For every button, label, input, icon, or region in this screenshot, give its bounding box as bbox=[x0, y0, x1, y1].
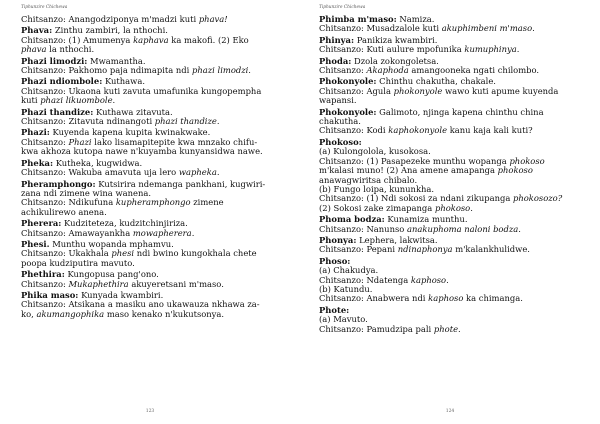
example-word: Akaphoda bbox=[366, 65, 409, 76]
dictionary-entry bbox=[319, 57, 582, 76]
entry-text: m'kalasi muno! (2) Ana amene amapanga bbox=[319, 165, 498, 176]
entry-text: . bbox=[112, 95, 116, 106]
entry-line bbox=[21, 15, 282, 24]
headword: Phazi limodzi: bbox=[21, 55, 88, 66]
entry-text: achikulirewo anena. bbox=[21, 206, 107, 217]
entry-list-right bbox=[319, 15, 582, 334]
entry-text: la nthochi. bbox=[46, 44, 95, 55]
entry-text: Chitsanzo: Kodi bbox=[319, 125, 389, 136]
dictionary-entry bbox=[319, 215, 582, 234]
entry-text: Chitsanzo: Ndikufuna bbox=[21, 197, 116, 208]
entry-line bbox=[21, 229, 282, 238]
headword: Phazi ndiombole: bbox=[21, 76, 103, 87]
example-word: phokoso bbox=[509, 155, 545, 166]
entry-text: . bbox=[470, 202, 473, 213]
entry-text: Chitsanzo: Anabwera ndi bbox=[319, 293, 429, 304]
headword: Phokonyole: bbox=[319, 76, 377, 87]
headword: Phoma bodza: bbox=[319, 214, 385, 225]
entry-line bbox=[21, 45, 282, 54]
entry-text: Chitsanzo: Agula bbox=[319, 85, 394, 96]
entry-text: Kuthawa. bbox=[102, 76, 146, 87]
dictionary-entry bbox=[21, 108, 282, 127]
entry-text: Chitsanzo: Atsikana a masiku ano ukawauza nkhawa za- bbox=[21, 299, 260, 310]
entry-line bbox=[319, 45, 582, 54]
example-word: phokoso bbox=[497, 165, 533, 176]
dictionary-entry bbox=[21, 180, 282, 218]
entry-text: Chitsanzo: bbox=[21, 278, 69, 289]
example-word: wapheka bbox=[178, 167, 217, 178]
entry-line bbox=[21, 117, 282, 126]
entry-line bbox=[319, 126, 582, 135]
entry-text: wawo kuti apume kuyenda bbox=[442, 85, 559, 96]
headword: Phoda: bbox=[319, 55, 352, 66]
entry-text: Kutheka, kugwidwa. bbox=[53, 157, 143, 168]
entry-line bbox=[21, 280, 282, 289]
entry-text: Chitsanzo: Zitavuta ndinangoti bbox=[21, 116, 155, 127]
entry-text: Dzola zokongoletsa. bbox=[351, 55, 439, 66]
example-word: kumuphinya bbox=[464, 44, 517, 55]
dictionary-entry bbox=[319, 108, 582, 136]
entry-line bbox=[319, 325, 582, 334]
entry-line bbox=[21, 208, 282, 217]
dictionary-entry bbox=[21, 291, 282, 319]
entry-text: Panikiza kwambiri. bbox=[354, 34, 438, 45]
example-word: phokonyole bbox=[393, 85, 443, 96]
entry-text: (2) Sokosi zake zimapanga bbox=[319, 202, 435, 213]
entry-line bbox=[319, 294, 582, 303]
entry-text: Namiza. bbox=[396, 14, 435, 24]
example-word: phazi thandize. bbox=[154, 116, 220, 127]
entry-text: lako lisamapitepite kwa mnzako chifu- bbox=[91, 136, 258, 147]
dictionary-entry bbox=[21, 57, 282, 76]
headword: Phonya: bbox=[319, 234, 357, 245]
entry-text: Chinthu chakutha, chakale. bbox=[376, 76, 496, 87]
entry-text: . bbox=[446, 274, 449, 285]
entry-text: Munthu wopanda mphamvu. bbox=[49, 238, 174, 249]
example-word: phazi limodzi. bbox=[192, 65, 251, 76]
example-word: kaphoso bbox=[410, 274, 447, 285]
entry-text: m'kalankhulidwe. bbox=[452, 244, 530, 255]
headword: Phote: bbox=[319, 304, 350, 315]
entry-text: Chitsanzo: Musadzalole kuti bbox=[319, 23, 442, 34]
entry-text: Chitsanzo: (1) Pasapezeke munthu wopanga bbox=[319, 155, 510, 166]
example-word: phazi likuombole bbox=[40, 95, 113, 106]
entry-text: (a) Mavuto. bbox=[319, 314, 368, 325]
headword: Pheramphongo: bbox=[21, 178, 96, 189]
entry-text: ka chimanga. bbox=[463, 293, 523, 304]
entry-text: Chitsanzo: Pakhomo paja ndimapita ndi bbox=[21, 65, 193, 76]
page-number-right: 124 bbox=[445, 409, 455, 414]
dictionary-entry bbox=[319, 236, 582, 255]
example-word: ndinaphonya bbox=[397, 244, 453, 255]
example-word: phote bbox=[433, 323, 459, 334]
dictionary-entry bbox=[319, 36, 582, 55]
entry-text: Chitsanzo: (1) Amumenya bbox=[21, 34, 134, 45]
dictionary-entry bbox=[319, 138, 582, 213]
entry-line bbox=[21, 168, 282, 177]
entry-text: maso kenako n'kukutsonya. bbox=[104, 308, 225, 319]
entry-text: (b) Katundu. bbox=[319, 283, 373, 294]
headword: Phazi thandize: bbox=[21, 106, 94, 117]
headword: Phoso: bbox=[319, 255, 351, 266]
entry-line bbox=[319, 96, 582, 105]
entry-text: Chitsanzo: (1) Ndi sokosi za ndani zikupanga bbox=[319, 193, 513, 204]
entry-text: . bbox=[191, 227, 195, 238]
dictionary-entry bbox=[319, 77, 582, 105]
headword: Phokoso: bbox=[319, 136, 362, 147]
entry-text: kuti bbox=[21, 95, 41, 106]
dictionary-entry bbox=[319, 257, 582, 304]
headword: Phimba m'maso: bbox=[319, 14, 397, 24]
entry-text: Kunyada kwambiri. bbox=[78, 289, 164, 300]
dictionary-entry bbox=[319, 306, 582, 334]
dictionary-entry bbox=[21, 26, 282, 54]
headword: Phazi: bbox=[21, 127, 50, 138]
entry-text: Kudziteteza, kudzitchinjiriza. bbox=[61, 218, 188, 229]
entry-text: Chitsanzo: Nanunso bbox=[319, 223, 407, 234]
example-word: phokosozo? bbox=[513, 193, 563, 204]
dictionary-entry bbox=[21, 240, 282, 268]
entry-line bbox=[21, 96, 282, 105]
entry-line bbox=[319, 87, 582, 96]
example-word: phava! bbox=[198, 14, 228, 24]
entry-text: akuyeretsani m'maso. bbox=[128, 278, 224, 289]
entry-text: . bbox=[518, 223, 521, 234]
entry-list-left bbox=[21, 15, 282, 319]
headword: Pheka: bbox=[21, 157, 54, 168]
entry-line bbox=[21, 259, 282, 268]
entry-text: amangooneka ngati chilombo. bbox=[408, 65, 540, 76]
entry-text: Kunamiza munthu. bbox=[384, 214, 468, 225]
entry-text: Chitsanzo: bbox=[319, 65, 367, 76]
entry-text: Chitsanzo: Ukakhala bbox=[21, 248, 112, 259]
dictionary-entry bbox=[21, 15, 282, 24]
entry-text: Chitsanzo: Ukaona kuti zavuta umafunika kungopempha bbox=[21, 85, 262, 96]
entry-line bbox=[319, 24, 582, 33]
entry-line bbox=[319, 245, 582, 254]
entry-text: Chitsanzo: Anangodziponya m'madzi kuti bbox=[21, 14, 199, 24]
entry-text: Chitsanzo: Amawayankha bbox=[21, 227, 133, 238]
example-word: kaphoso bbox=[428, 293, 464, 304]
example-word: kaphava bbox=[133, 34, 169, 45]
example-word: kupheramphongo bbox=[115, 197, 191, 208]
example-word: akumangophika bbox=[36, 308, 105, 319]
entry-text: Chitsanzo: Wakuba amavuta uja lero bbox=[21, 167, 179, 178]
example-word: anakuphoma naloni bodza bbox=[406, 223, 519, 234]
entry-line bbox=[319, 66, 582, 75]
headword: Phika maso: bbox=[21, 289, 79, 300]
running-head-left: Tiphunzire Chichewa bbox=[21, 5, 68, 10]
dictionary-entry bbox=[21, 77, 282, 105]
entry-text: . bbox=[516, 44, 520, 55]
page-number-left: 123 bbox=[145, 409, 155, 414]
example-word: Mukaphethira bbox=[68, 278, 129, 289]
running-head-right: Tiphunzire Chichewa bbox=[319, 5, 366, 10]
entry-text: anawagwiritsa chibalo. bbox=[319, 174, 418, 185]
entry-text: Chitsanzo: Pamudzipa pali bbox=[319, 323, 434, 334]
headword: Phokonyole: bbox=[319, 106, 377, 117]
example-word: mowapherera bbox=[132, 227, 192, 238]
entry-line bbox=[21, 66, 282, 75]
headword: Phinya: bbox=[319, 34, 355, 45]
entry-text: kwa akhoza kutopa nawe n'kuyamba kunyansidwa nawe. bbox=[21, 146, 263, 157]
example-word: Phazi bbox=[68, 136, 92, 147]
entry-text: Kuthawa zitavuta. bbox=[93, 106, 173, 117]
headword: Pherera: bbox=[21, 218, 62, 229]
example-word: phesi bbox=[111, 248, 135, 259]
dictionary-entry bbox=[319, 15, 582, 34]
entry-line bbox=[319, 225, 582, 234]
entry-text: Kuyenda kapena kupita kwinakwake. bbox=[49, 127, 211, 138]
entry-text: Lephera, lakwitsa. bbox=[356, 234, 438, 245]
entry-text: (b) Fungo loipa, kununkha. bbox=[319, 183, 435, 194]
entry-text: Mwamantha. bbox=[87, 55, 146, 66]
entry-text: Galimoto, njinga kapena chinthu china bbox=[376, 106, 544, 117]
dictionary-entry bbox=[21, 270, 282, 289]
headword: Phesi. bbox=[21, 238, 50, 249]
entry-text: (a) Kulongolola, kusokosa. bbox=[319, 146, 431, 157]
example-word: phava bbox=[21, 44, 47, 55]
entry-text: ko, bbox=[21, 308, 37, 319]
entry-text: ka makofi. (2) Eko bbox=[168, 34, 249, 45]
right-page bbox=[300, 0, 600, 424]
dictionary-entry bbox=[21, 128, 282, 156]
entry-text: Zinthu zambiri, la nthochi. bbox=[52, 25, 168, 36]
entry-text: Chitsanzo: bbox=[21, 136, 69, 147]
entry-text: Kutsirira ndemanga pankhani, kugwiri- bbox=[95, 178, 266, 189]
entry-text: (a) Chakudya. bbox=[319, 265, 379, 276]
entry-text: Chitsanzo: Kuti aulure mpofunika bbox=[319, 44, 465, 55]
entry-line bbox=[21, 147, 282, 156]
entry-text: Kungopusa pang'ono. bbox=[64, 269, 159, 280]
dictionary-entry bbox=[21, 159, 282, 178]
entry-text: poopa kudziputira mavuto. bbox=[21, 257, 135, 268]
entry-text: Chitsanzo: Ndatenga bbox=[319, 274, 411, 285]
example-word: phokoso bbox=[434, 202, 471, 213]
entry-text: . bbox=[532, 23, 535, 34]
entry-text: . bbox=[458, 323, 461, 334]
entry-text: zana ndi zimene wina wanena. bbox=[21, 187, 152, 198]
entry-line bbox=[21, 310, 282, 319]
entry-text: Chitsanzo: Pepani bbox=[319, 244, 398, 255]
entry-text: wapansi. bbox=[319, 95, 357, 106]
example-word: kaphokonyole bbox=[388, 125, 448, 136]
entry-text: kanu kaja kali kuti? bbox=[447, 125, 533, 136]
entry-text: . bbox=[216, 167, 220, 178]
headword: Phava: bbox=[21, 25, 53, 36]
entry-text: ndi bwino kungokhala chete bbox=[134, 248, 257, 259]
example-word: akuphimbeni m'maso bbox=[441, 23, 533, 34]
dictionary-entry bbox=[21, 219, 282, 238]
entry-line bbox=[319, 204, 582, 213]
entry-text: zimene bbox=[190, 197, 224, 208]
entry-text: chakutha. bbox=[319, 116, 361, 127]
headword: Phethira: bbox=[21, 269, 65, 280]
